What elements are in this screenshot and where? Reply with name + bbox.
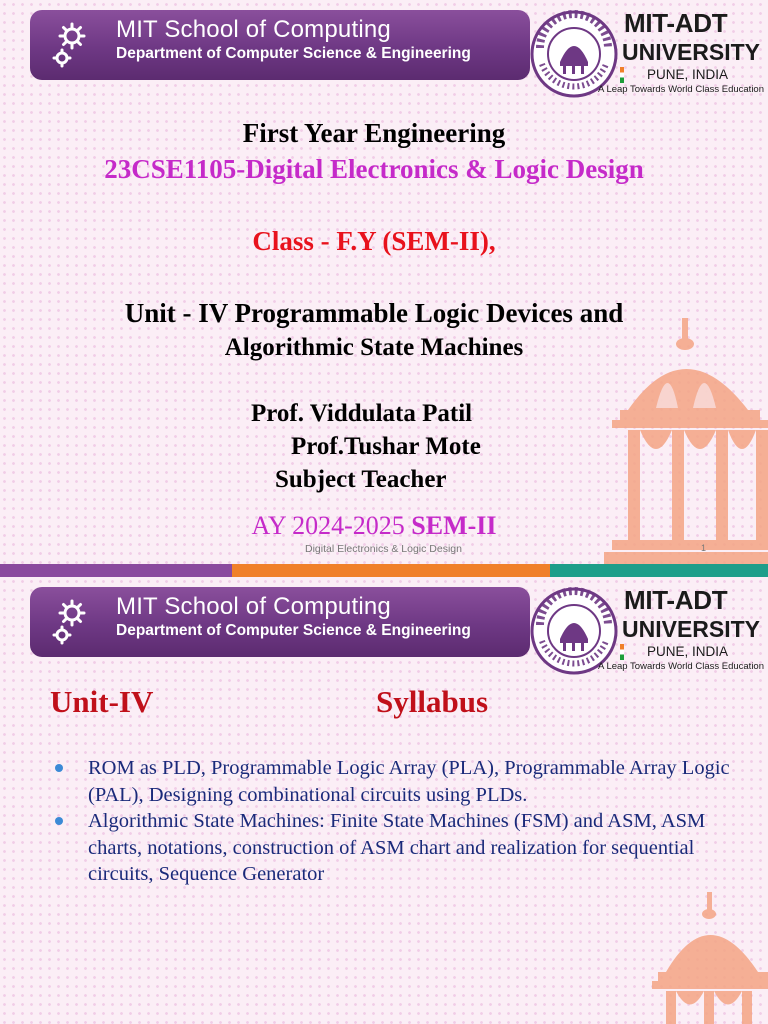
brand-location: PUNE, INDIA bbox=[647, 67, 729, 82]
class-label: Class - F.Y (SEM-II), bbox=[252, 226, 496, 256]
academic-year-sem: SEM-II bbox=[411, 511, 497, 540]
footer-text: Digital Electronics & Logic Design bbox=[305, 543, 462, 555]
brand-tagline: A Leap Towards World Class Education bbox=[598, 661, 764, 672]
syllabus-heading: Syllabus bbox=[376, 684, 489, 719]
syllabus-list bbox=[52, 755, 752, 888]
slide-2 bbox=[0, 577, 768, 1024]
teacher-name-1: Prof. Viddulata Patil bbox=[251, 400, 473, 427]
bullet-icon bbox=[55, 817, 63, 825]
unit-title-line2: Algorithmic State Machines bbox=[224, 334, 524, 361]
brand-name: MIT-ADT bbox=[624, 8, 728, 38]
list-item-text: ROM as PLD, Programmable Logic Array (PLA), Programmable Array Logic (PAL), Designing combinational circuits using PLDs. bbox=[88, 757, 730, 806]
school-banner bbox=[30, 10, 530, 80]
brand-university: UNIVERSITY bbox=[622, 39, 761, 65]
brand-tagline: A Leap Towards World Class Education bbox=[598, 84, 764, 95]
bullet-icon bbox=[55, 764, 63, 772]
dome-illustration bbox=[648, 892, 768, 1024]
list-item bbox=[52, 755, 752, 808]
page-number: 1 bbox=[701, 543, 707, 553]
school-name: MIT School of Computing bbox=[116, 16, 391, 43]
flag-icon bbox=[620, 67, 624, 83]
teacher-name-2: Prof.Tushar Mote bbox=[291, 433, 481, 460]
footer-stripe bbox=[0, 564, 768, 577]
unit-heading: Unit-IV bbox=[50, 684, 154, 719]
department-name: Department of Computer Science & Engineering bbox=[116, 45, 471, 62]
academic-year-label: AY 2024-2025 bbox=[251, 511, 412, 540]
academic-year bbox=[0, 511, 748, 541]
brand-location: PUNE, INDIA bbox=[647, 644, 729, 659]
flag-icon bbox=[620, 644, 624, 660]
list-item bbox=[52, 808, 752, 888]
school-banner bbox=[30, 587, 530, 657]
gears-icon bbox=[52, 599, 90, 647]
university-logo bbox=[530, 585, 762, 677]
brand-name: MIT-ADT bbox=[624, 585, 728, 615]
teacher-role: Subject Teacher bbox=[275, 466, 447, 493]
department-name: Department of Computer Science & Engineering bbox=[116, 622, 471, 639]
brand-university: UNIVERSITY bbox=[622, 616, 761, 642]
gears-icon bbox=[52, 22, 90, 70]
course-title: 23CSE1105-Digital Electronics & Logic Design bbox=[104, 154, 644, 184]
list-item-text: Algorithmic State Machines: Finite State Machines (FSM) and ASM, ASM charts, notations, construction of ASM chart and realization for sequential circuits, Sequence Generator bbox=[88, 810, 706, 885]
school-name: MIT School of Computing bbox=[116, 593, 391, 620]
unit-title-line1: Unit - IV Programmable Logic Devices and bbox=[124, 298, 624, 328]
university-logo bbox=[530, 8, 762, 100]
program-title: First Year Engineering bbox=[242, 118, 506, 148]
